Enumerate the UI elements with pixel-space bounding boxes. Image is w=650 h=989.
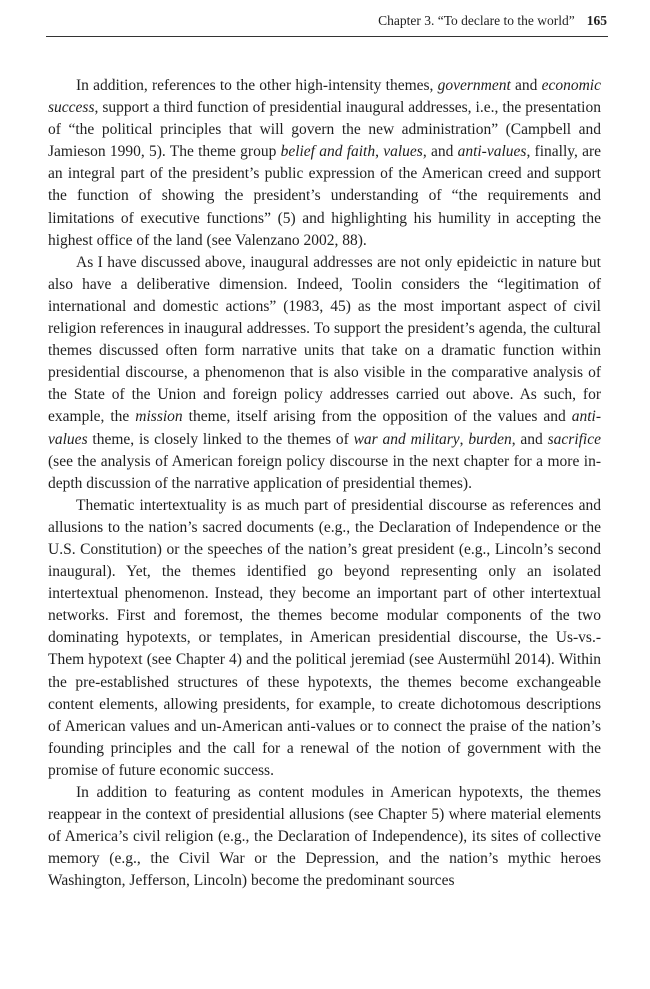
text-run: In addition, references to the other high-intensity themes,: [76, 77, 438, 94]
header-rule: [46, 36, 608, 37]
text-run: , support a third function of presidential inaugural addresses, i.e., the presentation of “the political principles that will govern the new administration” (Campbell and Jamieson 1990, 5). The theme group: [48, 99, 601, 161]
paragraph: [48, 252, 601, 495]
italic-term: war and military: [353, 430, 460, 448]
running-head: [46, 12, 607, 30]
text-run: , and: [511, 430, 548, 448]
italic-term: values: [383, 143, 423, 161]
body-text: [48, 75, 601, 892]
italic-term: sacrifice: [547, 430, 601, 448]
italic-term: economic success: [48, 77, 601, 117]
text-run: As I have discussed above, inaugural addresses are not only epideictic in nature but also have a deliberative dimension. Indeed, Toolin considers the “legitimation of international and domestic actions” (1983, 45) as the most important aspect of civil religion references in inaugural addresses. To support the president’s agenda, the cultural themes discussed often form narrative units that take on a dramatic function within presidential discourse, a phenomenon that is also visible in the comparative analysis of the State of the Union and foreign policy addresses carried out above. As such, for example, the: [48, 253, 601, 426]
text-run: ,: [375, 143, 384, 161]
text-run: , and: [422, 143, 458, 161]
text-run: ,: [459, 430, 469, 448]
page-number: 165: [586, 13, 607, 28]
text-run: In addition to featuring as content modules in American hypotexts, the themes reappear in the context of presidential allusions (see Chapter 5) where material elements of America’s civil religion (e.g., the Declaration of Independence), its sites of collective memory (e.g., the Civil War or the Depression, and the nation’s mythic heroes Washington, Jefferson, Lincoln) become the predominant sources: [48, 784, 601, 890]
italic-term: anti-values: [457, 143, 527, 161]
paragraph: [48, 75, 601, 252]
italic-term: mission: [135, 408, 183, 426]
text-run: (see the analysis of American foreign policy discourse in the next chapter for a more in-depth discussion of the narrative application of presidential themes).: [48, 452, 601, 492]
text-run: theme, itself arising from the opposition of the values and: [182, 408, 572, 426]
text-run: , finally, are an integral part of the president’s public expression of the American creed and support the function of showing the president’s understanding of “the requirements and limitations of executive functions” (5) and highlighting his humility in accepting the highest office of the land (see Valenzano 2002, 88).: [48, 143, 602, 249]
italic-term: anti-values: [48, 408, 601, 448]
italic-term: belief and faith: [280, 143, 376, 161]
paragraph: [48, 495, 601, 782]
chapter-title: Chapter 3. “To declare to the world”: [378, 13, 575, 28]
text-run: Thematic intertextuality is as much part of presidential discourse as references and allusions to the nation’s sacred documents (e.g., the Declaration of Independence or the U.S. Constitution) or the speeches of the nation’s great president (e.g., Lincoln’s second inaugural). Yet, the themes identified go beyond representing only an isolated intertextual phenomenon. Instead, they become an important part of other intertextual networks. First and foremost, the themes become modular components of the two dominating hypotexts, or templates, in American presidential discourse, the Us-vs.-Them hypotext (see Chapter 4) and the political jeremiad (see Austermühl 2014). Within the pre-established structures of these hypotexts, the themes become exchangeable content elements, allowing presidents, for example, to create dichotomous descriptions of American values and un-American anti-values or to connect the praise of the nation’s founding principles and the call for a renewal of the notion of government with the promise of future economic success.: [48, 496, 601, 779]
italic-term: burden: [468, 430, 512, 448]
text-run: theme, is closely linked to the themes of: [87, 430, 354, 448]
paragraph: [48, 782, 601, 892]
text-run: and: [510, 77, 542, 94]
italic-term: government: [437, 77, 511, 94]
